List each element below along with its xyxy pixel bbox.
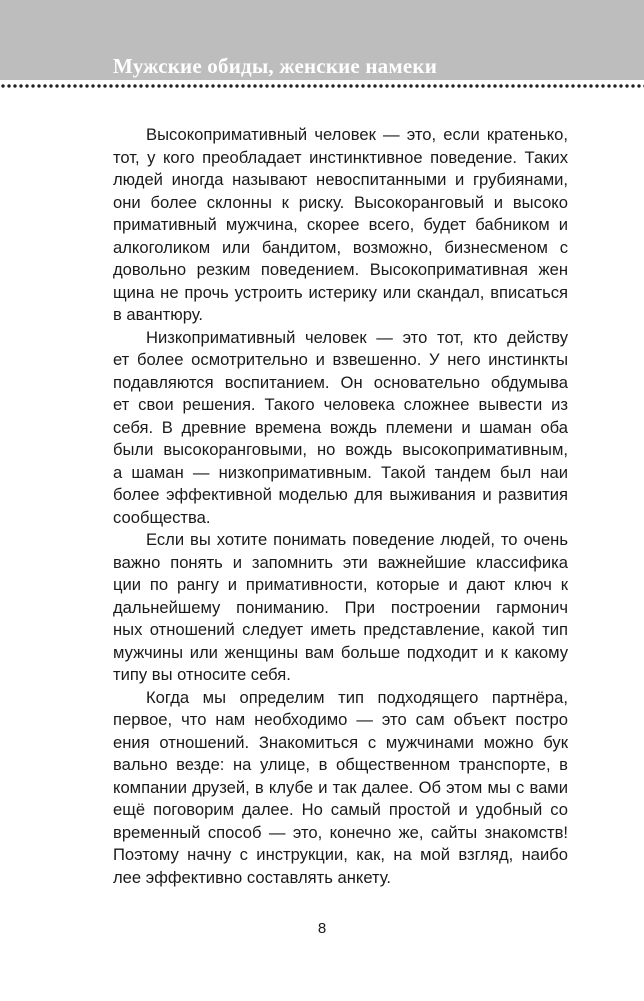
text-line: важно понять и запомнить эти важнейшие классифика: [113, 552, 568, 572]
text-line: лее эффективно составлять анкету.: [113, 867, 392, 887]
paragraph: [113, 687, 568, 890]
paragraph: [113, 124, 568, 327]
text-line: ции по рангу и примативности, которые и дают ключ к: [113, 575, 568, 594]
text-line: временный способ — это, конечно же, сайты знакомств!: [113, 822, 568, 842]
running-header-title: Мужские обиды, женские намеки: [113, 54, 438, 78]
text-line: типу вы относите себя.: [113, 665, 291, 684]
text-line: ет свои решения. Такого человека сложнее вывести из: [113, 395, 568, 414]
text-line: щина не прочь устроить истерику или скандал, вписаться: [113, 282, 568, 302]
text-line: ещё поговорим далее. Но самый простой и удобный со: [113, 800, 568, 819]
text-line: ных отношений следует иметь представление, какой тип: [113, 620, 568, 639]
paragraph: [113, 327, 568, 530]
text-line: вально везде: на улице, в общественном транспорте, в: [113, 755, 568, 774]
text-line: людей иногда называют невоспитанными и грубиянами,: [113, 170, 568, 189]
paragraph: [113, 529, 568, 687]
text-line: ения отношений. Знакомиться с мужчинами можно бук: [113, 732, 568, 752]
text-line: компании друзей, в клубе и так далее. Об этом мы с вами: [113, 777, 568, 797]
text-line: алкоголиком или бандитом, возможно, бизнесменом с: [113, 237, 568, 257]
text-line: довольно резким поведением. Высокопримативная жен: [113, 260, 568, 279]
text-line: Низкопримативный человек — это тот, кто действу: [146, 327, 568, 347]
text-line: мужчины или женщины вам больше подходит и к какому: [113, 642, 568, 662]
text-line: сообщества.: [113, 507, 211, 527]
text-line: в авантюру.: [113, 305, 204, 324]
text-line: они более склонны к риску. Высокоранговый и высоко: [113, 192, 568, 212]
page-number: 8: [317, 920, 327, 937]
text-line: первое, что нам необходимо — это сам объект постро: [113, 710, 568, 729]
text-line: примативный мужчина, скорее всего, будет бабником и: [113, 215, 568, 234]
body-text: [113, 124, 568, 889]
text-line: были высокоранговыми, но вождь высокопримативным,: [113, 440, 568, 459]
text-line: тот, у кого преобладает инстинктивное поведение. Таких: [113, 147, 568, 167]
text-line: Когда мы определим тип подходящего партнёра,: [146, 687, 568, 707]
text-line: ет более осмотрительно и взвешенно. У него инстинкты: [113, 350, 568, 369]
text-line: дальнейшему пониманию. При построении гармонич: [113, 597, 568, 617]
text-line: подавляются воспитанием. Он основательно обдумыва: [113, 372, 568, 392]
text-line: Поэтому начну с инструкции, как, на мой взгляд, наибо: [113, 845, 568, 864]
text-line: а шаман — низкопримативным. Такой тандем был наи: [113, 462, 568, 482]
text-line: более эффективной моделью для выживания и развития: [113, 485, 568, 504]
text-line: Если вы хотите понимать поведение людей, то очень: [146, 530, 568, 549]
header-dotted-rule: [0, 83, 644, 89]
text-line: себя. В древние времена вождь племени и шаман оба: [113, 417, 568, 437]
text-line: Высокопримативный человек — это, если кратенько,: [146, 125, 568, 144]
